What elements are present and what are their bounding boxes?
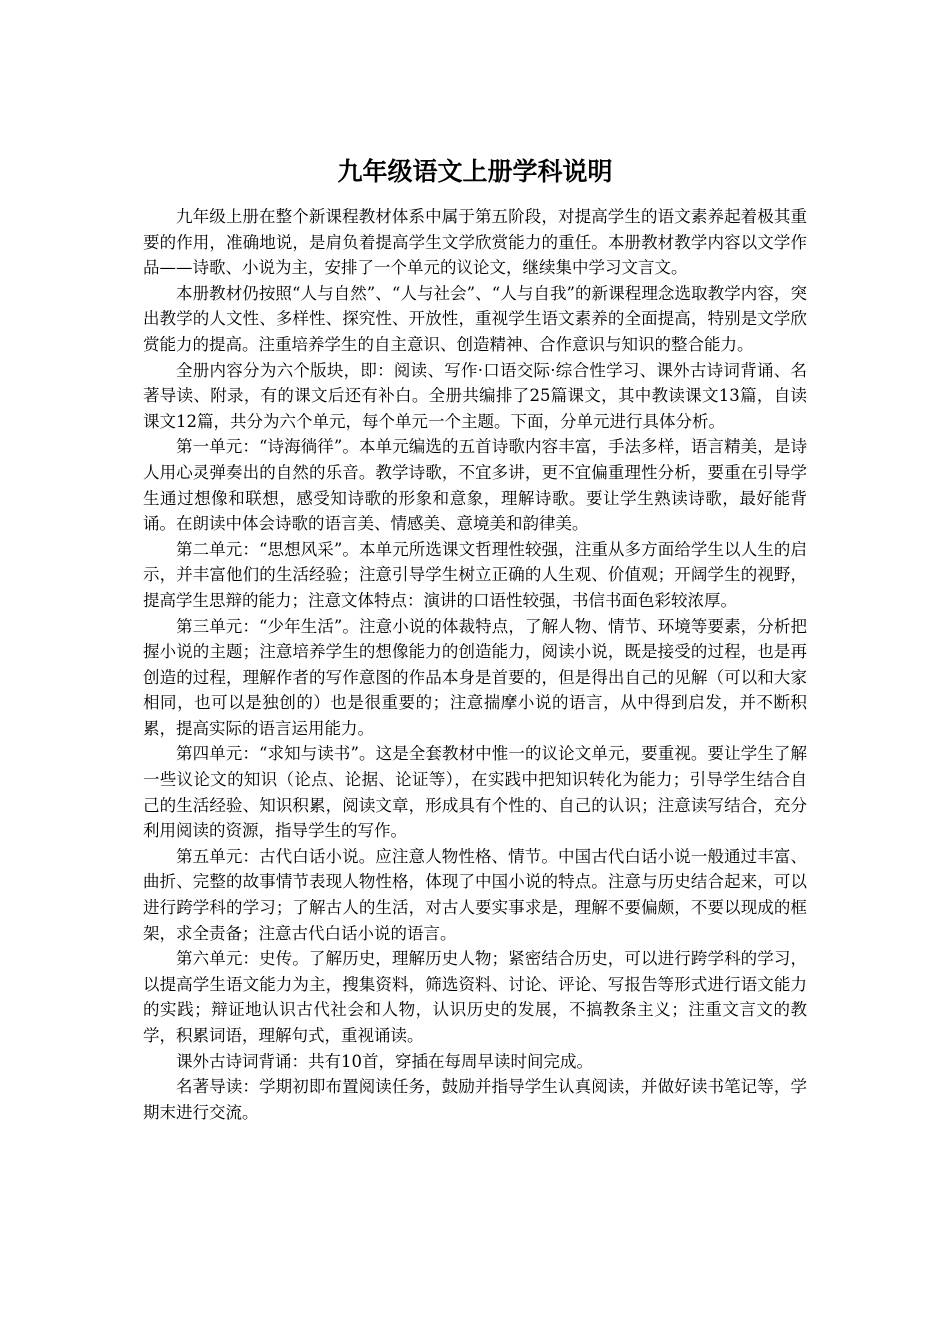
- paragraph-intro: 九年级上册在整个新课程教材体系中属于第五阶段，对提高学生的语文素养起着极其重要的作用，准确地说，是肩负着提高学生文学欣赏能力的重任。本册教材教学内容以文学作品——诗歌、小说为主，安排了一个单元的议论文，继续集中学习文言文。: [143, 207, 807, 278]
- paragraph-structure: 全册内容分为六个版块，即：阅读、写作·口语交际·综合性学习、课外古诗词背诵、名著导读、附录，有的课文后还有补白。全册共编排了25篇课文，其中教读课文13篇，自读课文12篇，共分为六个单元，每个单元一个主题。下面，分单元进行具体分析。: [143, 360, 807, 431]
- paragraph-unit-3: 第三单元：“少年生活”。注意小说的体裁特点，了解人物、情节、环境等要素，分析把握小说的主题；注意培养学生的想像能力的创造能力，阅读小说，既是接受的过程，也是再创造的过程，理解作者的写作意图的作品本身是首要的，但是得出自己的见解（可以和大家相同，也可以是独创的）也是很重要的；注意揣摩小说的语言，从中得到启发，并不断积累，提高实际的语言运用能力。: [143, 616, 807, 738]
- paragraph-unit-4: 第四单元：“求知与读书”。这是全套教材中惟一的议论文单元，要重视。要让学生了解一些议论文的知识（论点、论据、论证等），在实践中把知识转化为能力；引导学生结合自己的生活经验、知识积累，阅读文章，形成具有个性的、自己的认识；注意读写结合，充分利用阅读的资源，指导学生的写作。: [143, 744, 807, 841]
- paragraph-unit-5: 第五单元：古代白话小说。应注意人物性格、情节。中国古代白话小说一般通过丰富、曲折、完整的故事情节表现人物性格，体现了中国小说的特点。注意与历史结合起来，可以进行跨学科的学习；了解古人的生活，对古人要实事求是，理解不要偏颇，不要以现成的框架，求全责备；注意古代白话小说的语言。: [143, 846, 807, 943]
- paragraph-unit-2: 第二单元：“思想风采”。本单元所选课文哲理性较强，注重从多方面给学生以人生的启示，并丰富他们的生活经验；注意引导学生树立正确的人生观、价值观；开阔学生的视野，提高学生思辩的能力；注意文体特点：演讲的口语性较强，书信书面色彩较浓厚。: [143, 539, 807, 610]
- paragraph-selection-principles: 本册教材仍按照“人与自然”、“人与社会”、“人与自我”的新课程理念选取教学内容，突出教学的人文性、多样性、探究性、开放性，重视学生语文素养的全面提高，特别是文学欣赏能力的提高。注重培养学生的自主意识、创造精神、合作意识与知识的整合能力。: [143, 283, 807, 354]
- paragraph-unit-1: 第一单元：“诗海徜徉”。本单元编选的五首诗歌内容丰富，手法多样，语言精美，是诗人用心灵弹奏出的自然的乐音。教学诗歌，不宜多讲，更不宜偏重理性分析，要重在引导学生通过想像和联想，感受知诗歌的形象和意象，理解诗歌。要让学生熟读诗歌，最好能背诵。在朗读中体会诗歌的语言美、情感美、意境美和韵律美。: [143, 437, 807, 534]
- paragraph-unit-6: 第六单元：史传。了解历史，理解历史人物；紧密结合历史，可以进行跨学科的学习，以提高学生语文能力为主，搜集资料，筛选资料、讨论、评论、写报告等形式进行语文能力的实践；辩证地认识古代社会和人物，认识历史的发展，不搞教条主义；注重文言文的教学，积累词语，理解句式，重视诵读。: [143, 949, 807, 1045]
- paragraph-classics-guide: 名著导读：学期初即布置阅读任务，鼓励并指导学生认真阅读，并做好读书笔记等，学期末进行交流。: [143, 1077, 807, 1122]
- document-body: [143, 150, 807, 1125]
- paragraph-poetry-recitation: 课外古诗词背诵：共有10首，穿插在每周早读时间完成。: [176, 1051, 593, 1071]
- document-title: 九年级语文上册学科说明: [337, 157, 613, 186]
